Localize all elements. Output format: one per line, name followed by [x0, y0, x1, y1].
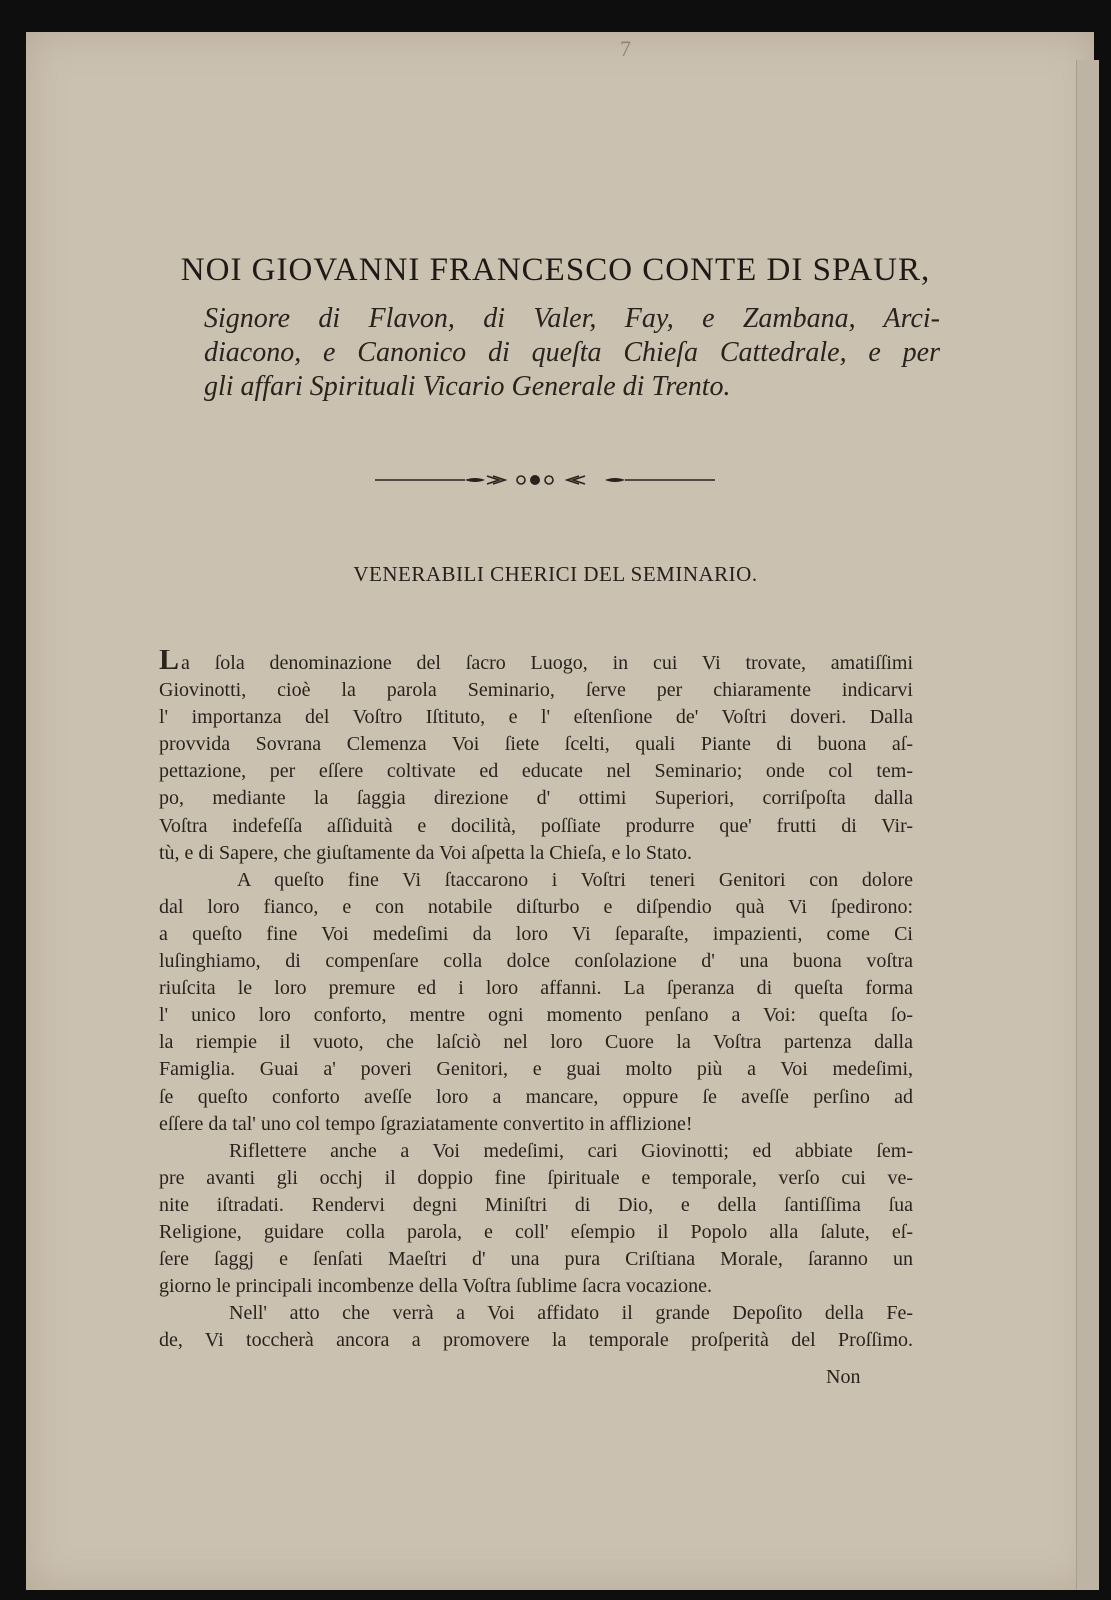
text-line: Nell' atto che verrà a Voi affidato il grande Depoſito della Fe- [229, 1302, 913, 1325]
page-edge [1076, 60, 1099, 1590]
text-line: de, Vi toccherà ancora a promovere la temporale proſperità del Proſſimo. [159, 1329, 913, 1352]
text-line: a queſto fine Voi medeſimi da loro Vi ſeparaſte, impazienti, come Ci [159, 922, 913, 945]
text-line: l' importanza del Voſtro Iſtituto, e l' eſtenſione de' Voſtri doveri. Dalla [159, 706, 913, 729]
text-line: Giovinotti, cioè la parola Seminario, ſerve per chiaramente indicarvi [159, 679, 913, 702]
text-line: nite iſtradati. Rendervi degni Miniſtri di Dio, e della ſantiſſima ſua [159, 1193, 913, 1216]
text-line: pettazione, per eſſere coltivate ed educate nel Seminario; onde col tem- [159, 760, 913, 783]
text-line: Rifletteте anche a Voi medeſimi, cari Giovinotti; ed abbiate ſem- [229, 1139, 913, 1162]
text-line: Famiglia. Guai a' poveri Genitori, e guai molto più a Voi medeſimi, [159, 1058, 913, 1081]
text-line: tù, e di Sapere, che giuſtamente da Voi aſpetta la Chieſa, e lo Stato. [159, 841, 692, 864]
subtitle-line: Signore di Flavon, di Valer, Fay, e Zambana, Arci- [204, 303, 940, 334]
text-line [159, 650, 913, 677]
body-text [159, 650, 913, 1354]
subtitle-line: diacono, e Canonico di queſta Chieſa Cattedrale, e per [204, 337, 940, 368]
document-title: NOI GIOVANNI FRANCESCO CONTE DI SPAUR, [180, 252, 931, 288]
text-line: la riempie il vuoto, che laſciò nel loro Cuore la Voſtra partenza dalla [159, 1031, 913, 1054]
salutation-heading: VENERABILI CHERICI DEL SEMINARIO. [353, 562, 758, 586]
text-line: eſſere da tal' uno col tempo ſgraziatamente convertito in afflizione! [159, 1112, 693, 1135]
drop-cap: L [159, 650, 180, 676]
text-line: l' unico loro conforto, mentre ogni momento penſano a Voi: queſta ſo- [159, 1004, 913, 1027]
text-line: giorno le principali incombenze della Voſtra ſublime ſacra vocazione. [159, 1275, 712, 1298]
text-line: provvida Sovrana Clemenza Voi ſiete ſcelti, quali Piante di buona aſ- [159, 733, 913, 756]
catchword: Non [826, 1366, 861, 1388]
text-line: po, mediante la ſaggia direzione d' ottimi Superiori, corriſpoſta dalla [159, 787, 913, 810]
text-line: Voſtra indefeſſa aſſiduità e docilità, poſſiate produrre que' frutti di Vir- [159, 814, 913, 837]
text-line: A queſto fine Vi ſtaccarono i Voſtri teneri Genitori con dolore [237, 868, 913, 891]
text-line: ſe queſto conforto aveſſe loro a mancare, oppure ſe aveſſe perſino ad [159, 1085, 913, 1108]
text-line: riuſcita le loro premure ed i loro affanni. La ſperanza di queſta forma [159, 977, 913, 1000]
text-line: Religione, guidare colla parola, e coll' eſempio il Popolo alla ſalute, eſ- [159, 1220, 913, 1243]
text-line-content: a ſola denominazione del ſacro Luogo, in cui Vi trovate, amatiſſimi [181, 652, 913, 674]
document-subtitle [204, 302, 940, 404]
subtitle-line: gli affari Spirituali Vicario Generale di Trento. [204, 371, 731, 402]
page-number: 7 [620, 36, 631, 61]
text-line: ſere ſaggj e ſenſati Maeſtri d' una pura Criſtiana Morale, ſaranno un [159, 1248, 913, 1271]
ornament-divider [375, 473, 715, 487]
text-line: luſinghiamo, di compenſare colla dolce conſolazione d' una buona voſtra [159, 950, 913, 973]
text-line: dal loro fianco, e con notabile diſturbo e diſpendio quà Vi ſpedirono: [159, 895, 913, 918]
text-line: pre avanti gli occhj il doppio fine ſpirituale e temporale, verſo cui ve- [159, 1166, 913, 1189]
